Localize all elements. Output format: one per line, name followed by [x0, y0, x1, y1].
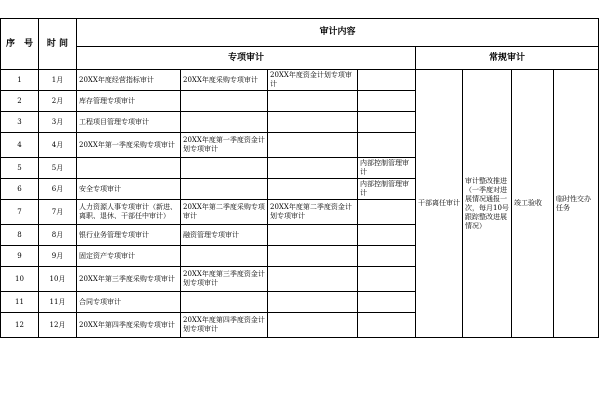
special-item: 20XX年度资金计划专项审计 [268, 70, 358, 91]
special-item [181, 158, 268, 179]
special-item [268, 158, 358, 179]
special-item: 20XX年度采购专项审计 [181, 70, 268, 91]
row-month: 1月 [39, 70, 77, 91]
internal-control-cell: 内部控制管理审计 [358, 179, 416, 200]
row-seq: 8 [1, 225, 39, 246]
special-item [181, 179, 268, 200]
header-time: 时 间 [39, 19, 77, 70]
internal-control-cell [358, 246, 416, 267]
internal-control-cell [358, 225, 416, 246]
table-row [1, 70, 599, 91]
special-item [268, 292, 358, 313]
header-seq: 序 号 [1, 19, 39, 70]
special-item: 20XX年第三季度采购专项审计 [77, 267, 181, 292]
special-item: 20XX年度第四季度资金计划专项审计 [181, 313, 268, 338]
row-month: 2月 [39, 91, 77, 112]
special-item: 固定资产专项审计 [77, 246, 181, 267]
row-seq: 5 [1, 158, 39, 179]
row-month: 3月 [39, 112, 77, 133]
row-seq: 6 [1, 179, 39, 200]
special-item: 20XX年第四季度采购专项审计 [77, 313, 181, 338]
internal-control-cell [358, 292, 416, 313]
special-item: 20XX年度第一季度资金计划专项审计 [181, 133, 268, 158]
special-item [268, 133, 358, 158]
row-seq: 3 [1, 112, 39, 133]
row-month: 10月 [39, 267, 77, 292]
special-item: 人力资源人事专项审计（新进、离职、退休、干部任中审计） [77, 200, 181, 225]
internal-control-cell [358, 267, 416, 292]
special-item [181, 246, 268, 267]
internal-control-cell [358, 133, 416, 158]
row-seq: 1 [1, 70, 39, 91]
special-item: 20XX年度第三季度资金计划专项审计 [181, 267, 268, 292]
internal-control-cell [358, 313, 416, 338]
row-month: 8月 [39, 225, 77, 246]
routine-temporary-tasks: 临时性交办任务 [554, 70, 599, 338]
row-seq: 10 [1, 267, 39, 292]
special-item: 银行业务管理专项审计 [77, 225, 181, 246]
internal-control-cell [358, 70, 416, 91]
special-item: 安全专项审计 [77, 179, 181, 200]
internal-control-cell [358, 91, 416, 112]
internal-control-cell [358, 200, 416, 225]
special-item [268, 267, 358, 292]
row-month: 6月 [39, 179, 77, 200]
routine-cadre-audit: 干部离任审计 [416, 70, 463, 338]
special-item: 20XX年第二季度采购专项审计 [181, 200, 268, 225]
special-item [268, 91, 358, 112]
header-audit-content: 审计内容 [77, 19, 599, 47]
routine-completion-acceptance: 竣工验收 [512, 70, 554, 338]
special-item: 工程项目管理专项审计 [77, 112, 181, 133]
row-seq: 2 [1, 91, 39, 112]
audit-plan-table [0, 18, 599, 338]
special-item [181, 91, 268, 112]
row-seq: 9 [1, 246, 39, 267]
special-item [268, 225, 358, 246]
row-month: 4月 [39, 133, 77, 158]
internal-control-cell [358, 112, 416, 133]
special-item: 合同专项审计 [77, 292, 181, 313]
special-item [181, 112, 268, 133]
special-item [268, 246, 358, 267]
special-item [77, 158, 181, 179]
row-seq: 4 [1, 133, 39, 158]
row-seq: 12 [1, 313, 39, 338]
special-item: 融资管理专项审计 [181, 225, 268, 246]
special-item: 20XX年度经营指标审计 [77, 70, 181, 91]
internal-control-cell: 内部控制管理审计 [358, 158, 416, 179]
row-month: 11月 [39, 292, 77, 313]
special-item [268, 112, 358, 133]
row-seq: 7 [1, 200, 39, 225]
special-item [268, 313, 358, 338]
row-month: 9月 [39, 246, 77, 267]
header-routine-audit: 常规审计 [416, 47, 599, 70]
row-seq: 11 [1, 292, 39, 313]
row-month: 7月 [39, 200, 77, 225]
row-month: 5月 [39, 158, 77, 179]
special-item: 20XX年第一季度采购专项审计 [77, 133, 181, 158]
row-month: 12月 [39, 313, 77, 338]
special-item [268, 179, 358, 200]
header-special-audit: 专项审计 [77, 47, 416, 70]
special-item: 库存管理专项审计 [77, 91, 181, 112]
special-item [181, 292, 268, 313]
special-item: 20XX年度第二季度资金计划专项审计 [268, 200, 358, 225]
routine-rectification: 审计整改推进（一季度对进展情况通报一次，每月10号跟踪整改进展情况） [463, 70, 512, 338]
